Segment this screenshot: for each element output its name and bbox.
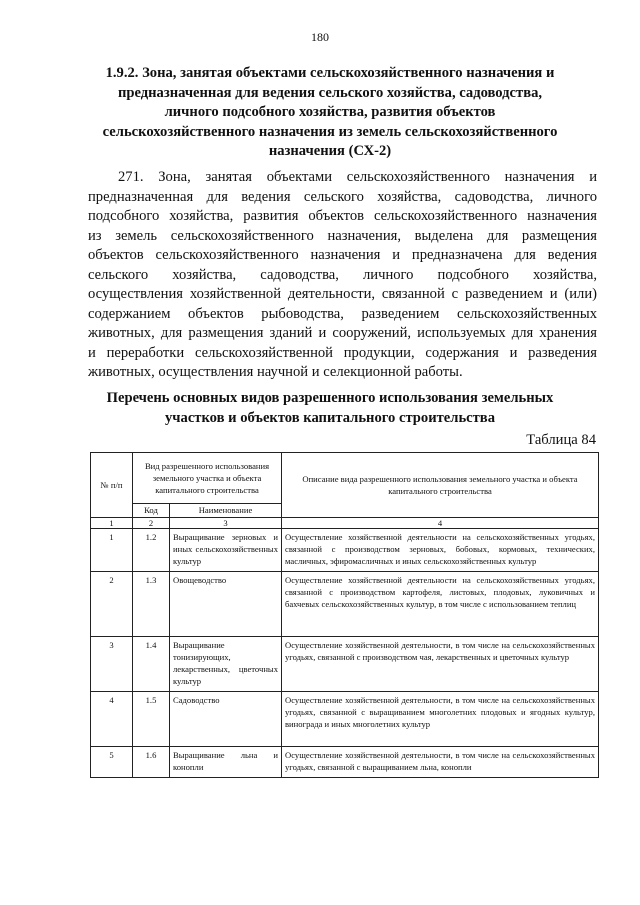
paragraph-line: осуществления хозяйственной деятельности, связанной с разведением и (или) <box>88 286 597 302</box>
table-index-row <box>91 518 599 529</box>
paragraph-271 <box>88 168 597 383</box>
row-code: 1.4 <box>133 637 170 692</box>
table-caption: Таблица 84 <box>526 432 596 448</box>
row-code: 1.3 <box>133 572 170 637</box>
row-num: 2 <box>91 572 133 637</box>
list-title-line: Перечень основных видов разрешенного использования земельных <box>106 390 554 406</box>
section-title-line: 1.9.2. Зона, занятая объектами сельскохозяйственного назначения и <box>105 65 555 81</box>
list-title-line: участков и объектов капитального строительства <box>165 410 495 426</box>
row-name: Овощеводство <box>170 572 282 637</box>
header-description: Описание вида разрешенного использования земельного участка и объекта капитального строительства <box>282 453 599 518</box>
row-num: 3 <box>91 637 133 692</box>
row-description: Осуществление хозяйственной деятельности, в том числе на сельскохозяйственных угодьях, связанной с выращиванием многолетних плодовых и ягодных культур, винограда и иных многолетних культур <box>282 692 599 747</box>
section-title-line: предназначенная для ведения сельского хозяйства, садоводства, <box>117 84 543 101</box>
header-code: Код <box>133 504 170 518</box>
index-cell: 1 <box>91 518 133 529</box>
paragraph-line: предназначенная для ведения сельского хозяйства, садоводства, личного <box>88 188 597 205</box>
row-num: 4 <box>91 692 133 747</box>
paragraph-line: из земель сельскохозяйственного назначения, выделена для размещения <box>88 227 597 244</box>
paragraph-line: подсобного хозяйства, развития объектов сельскохозяйственного назначения <box>88 208 597 224</box>
row-num: 1 <box>91 529 133 572</box>
table-row <box>91 747 599 778</box>
header-name: Наименование <box>170 504 282 518</box>
paragraph-line: и переработки сельскохозяйственной продукции, содержания и разведения <box>88 344 597 361</box>
table-header-row <box>91 453 599 504</box>
paragraph-line: объектов сельскохозяйственного назначения и предназначена для ведения <box>88 247 597 263</box>
table-row <box>91 572 599 637</box>
row-name: Выращивание зерновых и иных сельскохозяйственных культур <box>170 529 282 572</box>
row-code: 1.2 <box>133 529 170 572</box>
row-code: 1.6 <box>133 747 170 778</box>
table-row <box>91 637 599 692</box>
row-name: Выращивание льна и конопли <box>170 747 282 778</box>
row-description: Осуществление хозяйственной деятельности на сельскохозяйственных угодьях, связанной с производством зерновых, бобовых, кормовых, технических, масличных, эфиромасличных и иных сельскохозяйственных культур <box>282 529 599 572</box>
table-row <box>91 692 599 747</box>
paragraph-line: животных, для размещения зданий и сооружений, используемых для хранения <box>88 325 597 341</box>
section-title-line: личного подсобного хозяйства, развития объектов <box>164 104 496 120</box>
index-cell: 2 <box>133 518 170 529</box>
index-cell: 3 <box>170 518 282 529</box>
paragraph-line: содержанием объектов рыбоводства, разведением сельскохозяйственных <box>88 305 597 322</box>
row-code: 1.5 <box>133 692 170 747</box>
list-title <box>95 388 565 428</box>
header-kind: Вид разрешенного использования земельного участка и объекта капитального строительства <box>133 453 282 504</box>
index-cell: 4 <box>282 518 599 529</box>
row-name: Садоводство <box>170 692 282 747</box>
row-description: Осуществление хозяйственной деятельности, в том числе на сельскохозяйственных угодьях, связанной с производством чая, лекарственных и цветочных культур <box>282 637 599 692</box>
paragraph-line: животных, осуществления научной и селекционной работы. <box>88 364 463 380</box>
paragraph-line: сельского хозяйства, садоводства, личного подсобного хозяйства, <box>88 266 597 283</box>
table-row <box>91 529 599 572</box>
page-number: 180 <box>311 30 329 44</box>
section-title-line: сельскохозяйственного назначения из земель сельскохозяйственного <box>102 123 558 140</box>
row-description: Осуществление хозяйственной деятельности на сельскохозяйственных угодьях, связанной с производством картофеля, листовых, плодовых, луковичных и бахчевых сельскохозяйственных культур, в том числе с использованием теплиц <box>282 572 599 637</box>
header-num: № п/п <box>91 453 133 518</box>
land-use-table <box>90 452 599 778</box>
paragraph-line: 271. Зона, занятая объектами сельскохозяйственного назначения и <box>118 169 597 185</box>
section-title <box>95 64 565 162</box>
section-title-line: назначения (СХ-2) <box>268 143 392 159</box>
row-name: Выращивание тонизирующих, лекарственных, цветочных культур <box>170 637 282 692</box>
row-description: Осуществление хозяйственной деятельности, в том числе на сельскохозяйственных угодьях, связанной с выращиванием льна, конопли <box>282 747 599 778</box>
row-num: 5 <box>91 747 133 778</box>
